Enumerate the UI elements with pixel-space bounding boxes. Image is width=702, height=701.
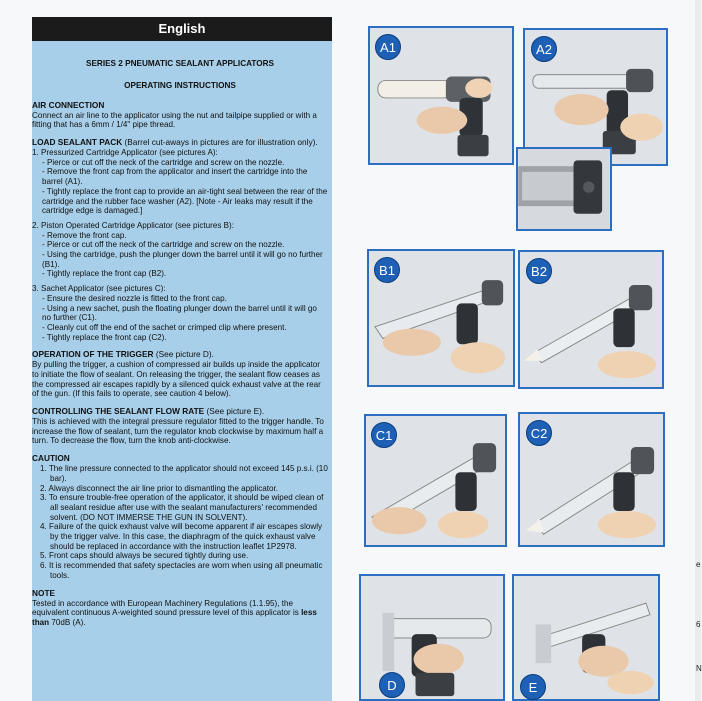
photo-label-b2: B2 [526, 258, 552, 284]
note-text-tail: 70dB (A). [49, 617, 86, 627]
photo-label-a2: A2 [531, 36, 557, 62]
photo-label-c2: C2 [526, 420, 552, 446]
load-item-3-bullet: - Ensure the desired nozzle is fitted to the front cap. [42, 293, 227, 303]
air-connection-heading: AIR CONNECTION [32, 99, 105, 110]
photo-label-e: E [520, 674, 546, 700]
load-item-3-title: 3. Sachet Applicator (see pictures C): [32, 284, 166, 294]
adjacent-page-edge [695, 0, 701, 701]
trigger-heading [32, 350, 328, 360]
load-item-3-bullet: - Tightly replace the front cap (C2). [42, 332, 167, 342]
edge-mark: N [696, 664, 702, 673]
load-item-3-bullet: - Using a new sachet, push the floating plunger down the barrel until it will go no further (C1). [42, 303, 317, 323]
caution-item: 5. Front caps should always be secured tightly during use. [40, 551, 249, 561]
load-item-2-bullet: - Remove the front cap. [42, 230, 127, 240]
edge-mark: e [696, 560, 701, 569]
load-item-2-bullet: - Tightly replace the front cap (B2). [42, 269, 167, 279]
photo-b1 [367, 249, 515, 387]
flow-text: This is achieved with the integral pressure regulator fitted to the trigger handle. To increase the flow of sealant, turn the regulator knob clockwise by maximum half a turn. To decrease the flow, turn the knob anti-clockwise. [32, 417, 324, 446]
document-subtitle: OPERATING INSTRUCTIONS [124, 80, 236, 90]
note-text-bold: less than [32, 608, 317, 627]
load-heading-title: LOAD SEALANT PACK [32, 137, 123, 148]
instructions-content [32, 41, 332, 628]
photo-b2 [518, 250, 664, 389]
caution-item: 3. To ensure trouble-free operation of the applicator, it should be wiped clean of all sealant residue after use with the sealant manufacturers' recommended solvent. (DO NOT IMMERSE THE GUN IN SOLVENT). [40, 493, 324, 522]
air-connection-text: Connect an air line to the applicator using the nut and tailpipe supplied or with a fitting that has a 6mm / 1/4" pipe thread. [32, 110, 317, 130]
photo-gallery [332, 0, 701, 701]
load-item-2-bullet: - Using the cartridge, push the plunger down the barrel until it will go no further (B1). [42, 250, 323, 269]
photo-c2 [518, 412, 665, 547]
load-item-1-bullet: - Pierce or cut off the neck of the cartridge and screw on the nozzle. [42, 157, 285, 167]
load-item-2-bullet: - Pierce or cut off the neck of the cartridge and screw on the nozzle. [42, 240, 285, 250]
photo-label-c1: C1 [371, 422, 397, 448]
photo-label-b1: B1 [374, 257, 400, 283]
flow-heading-title: CONTROLLING THE SEALANT FLOW RATE [32, 406, 205, 417]
caution-item: 1. The line pressure connected to the applicator should not exceed 145 p.s.i. (10 bar). [40, 464, 328, 483]
load-heading-note: (Barrel cut-aways in pictures are for illustration only). [122, 137, 318, 148]
photo-c1 [364, 414, 507, 547]
photo-label-d: D [379, 672, 405, 698]
document-title: SERIES 2 PNEUMATIC SEALANT APPLICATORS [85, 59, 275, 68]
caution-item: 6. It is recommended that safety spectacles are worn when using all pneumatic tools. [40, 561, 323, 580]
load-item-1-bullet: - Tightly replace the front cap to provide an air-tight seal between the rear of the cartridge and the rubber face washer (A2). [Note - Air leaks may result if the cartridge edge is damaged.] [42, 186, 328, 216]
caution-heading: CAUTION [32, 453, 70, 464]
trigger-text: By pulling the trigger, a cushion of compressed air builds up inside the applicator to initiate the flow of sealant. On releasing the trigger, the sealant flow ceases as the compressed air escapes rapidly by a silenced quick exhaust valve at the rear of the gun. (If this fails to operate, see caution 4 below). [32, 360, 321, 399]
photo-a2-inset [516, 147, 612, 231]
trigger-heading-note: (See picture D). [153, 349, 214, 360]
flow-heading [32, 407, 328, 417]
load-item-1-bullet: - Remove the front cap from the applicator and insert the cartridge into the barrel (A1). [42, 167, 308, 187]
language-header: English [32, 17, 332, 41]
load-item-3-bullet: - Cleanly cut off the end of the sachet or crimped clip where present. [42, 322, 287, 332]
instructions-panel [32, 17, 332, 701]
photo-e [512, 574, 660, 701]
load-item-1-title: 1. Pressurized Cartridge Applicator (see pictures A): [32, 148, 218, 157]
note-text [32, 599, 328, 628]
flow-heading-note: (See picture E). [204, 406, 265, 417]
load-item-2-title: 2. Piston Operated Cartridge Applicator (see pictures B): [32, 220, 234, 230]
caution-item: 4. Failure of the quick exhaust valve will become apparent if air escapes slowly by the trigger valve. In this case, the diaphragm of the quick exhaust valve should be replaced in accordance with the instruction leaflet 1P2978. [40, 522, 323, 551]
trigger-heading-title: OPERATION OF THE TRIGGER [32, 349, 154, 360]
note-heading: NOTE [32, 587, 56, 598]
photo-a2 [523, 28, 668, 166]
cartridge-closeup-illustration [518, 149, 610, 229]
caution-item: 2. Always disconnect the air line prior to dismantling the applicator. [40, 483, 278, 493]
edge-mark: 6 [696, 620, 701, 629]
photo-d [359, 574, 505, 701]
photo-label-a1: A1 [375, 34, 401, 60]
load-heading [32, 138, 328, 148]
note-text-main: Tested in accordance with European Machinery Regulations (1.1.95), the equivalent continuous A-weighted sound pressure level of this applicator is [32, 598, 302, 618]
photo-a1 [368, 26, 514, 165]
